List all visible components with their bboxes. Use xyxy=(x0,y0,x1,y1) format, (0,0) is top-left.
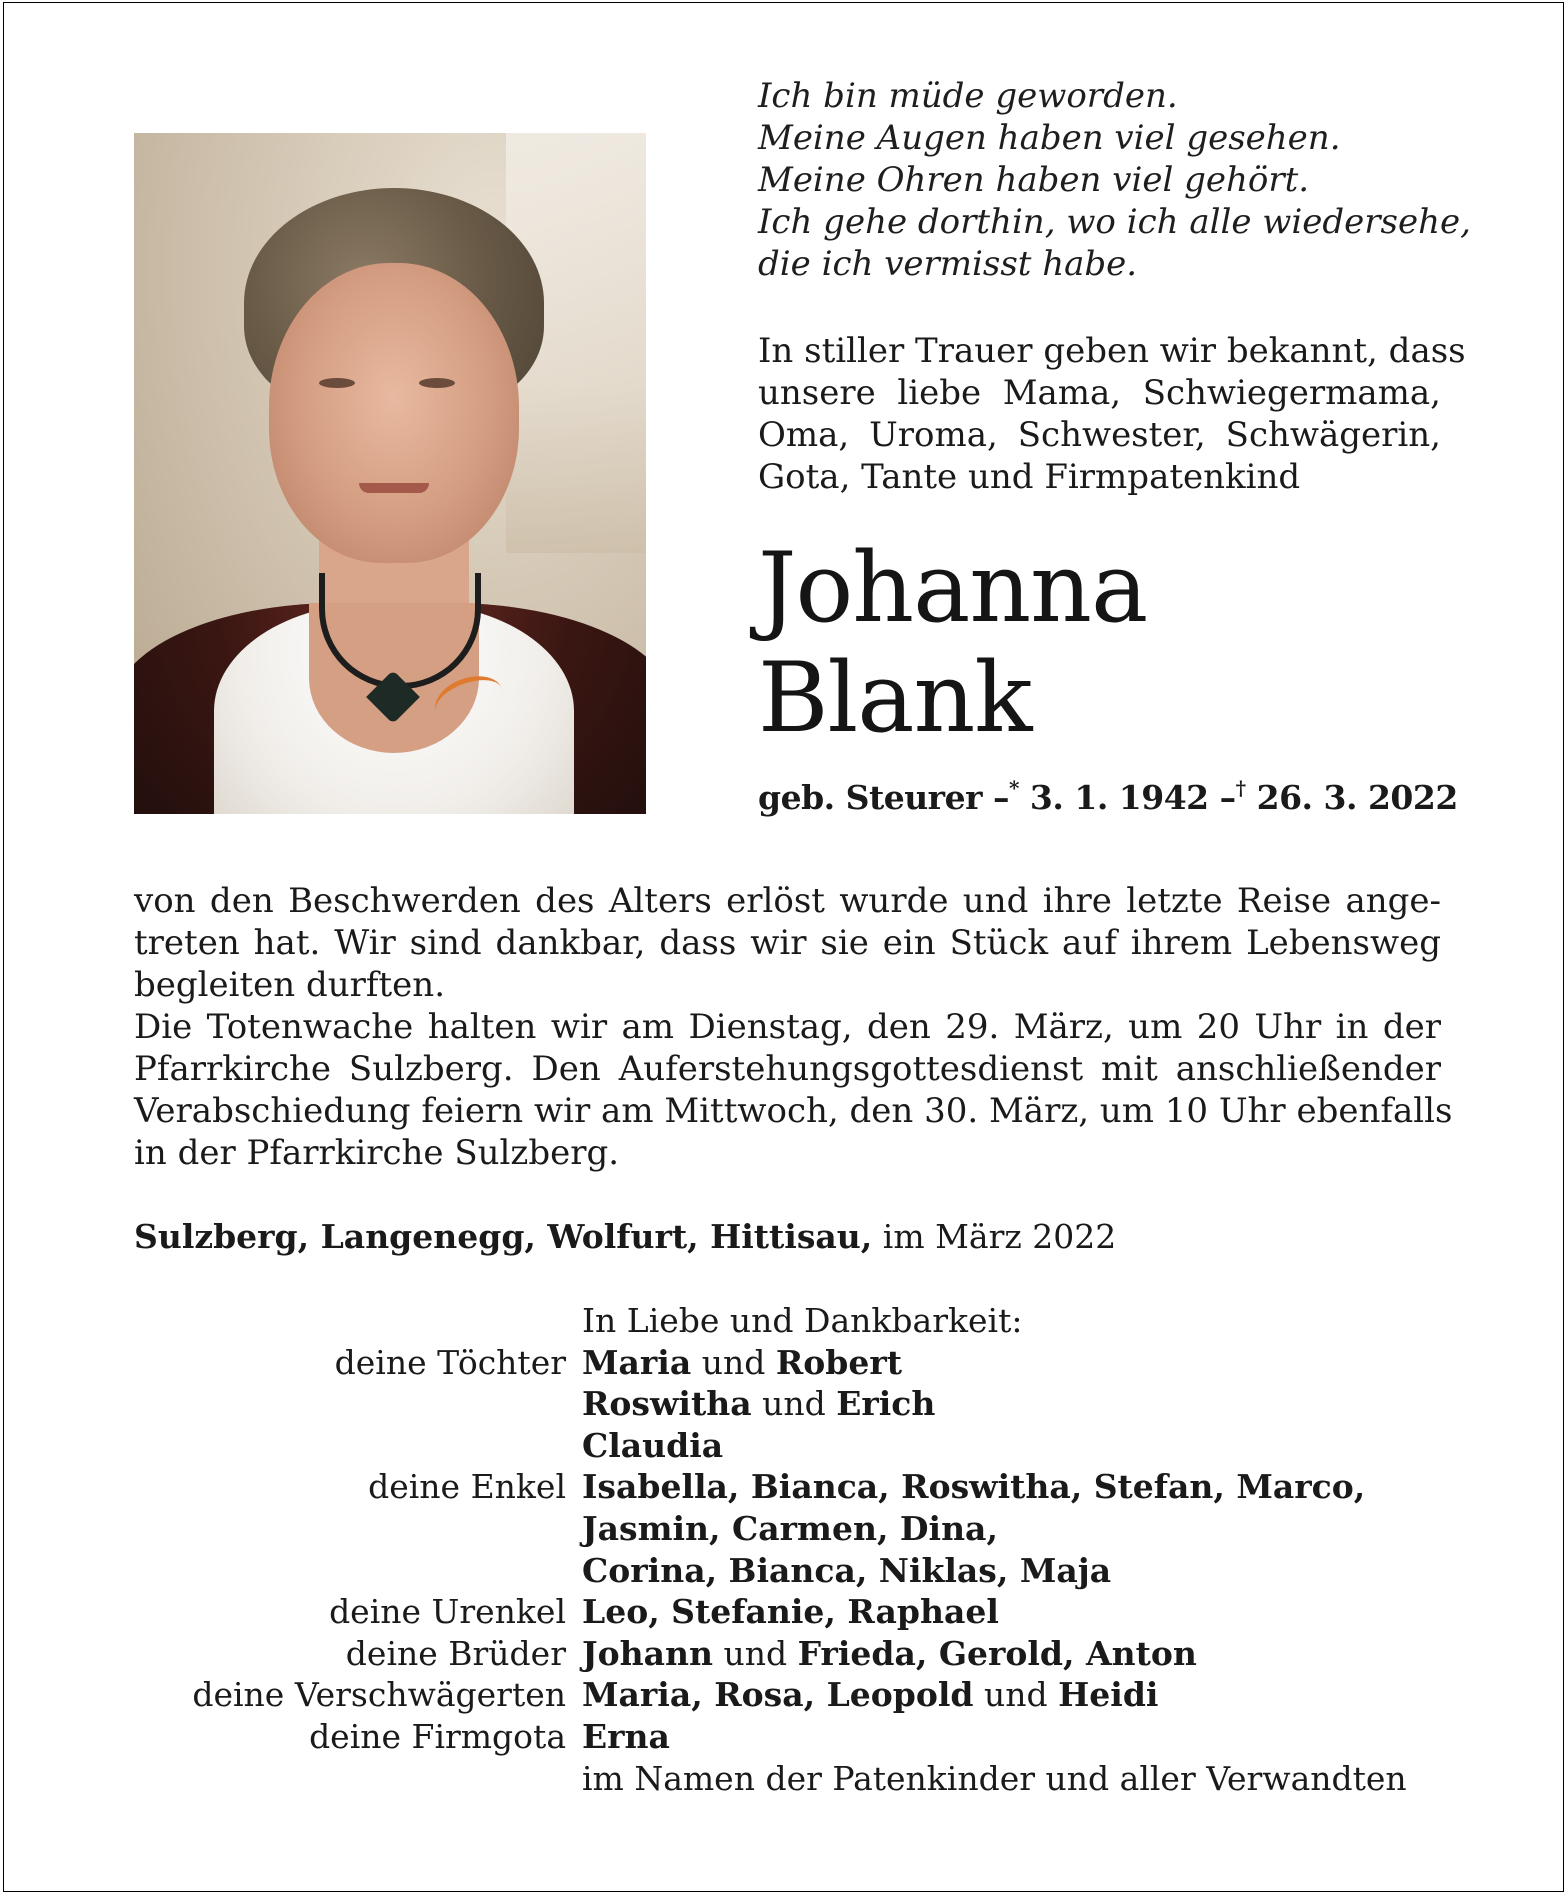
death-cross-icon: † xyxy=(1235,776,1246,800)
relation-label xyxy=(134,1758,582,1800)
relative-name: Erna xyxy=(582,1716,670,1756)
relative-names xyxy=(582,1550,1441,1592)
obituary-notice xyxy=(3,2,1564,1892)
deceased-name xyxy=(758,533,1458,753)
body-line: Pfarrkirche Sulzberg. Den Auferstehungsgottesdienst mit anschließender xyxy=(134,1049,1441,1089)
last-name: Blank xyxy=(758,642,1032,754)
family-row xyxy=(134,1425,1441,1467)
relative-names xyxy=(582,1716,1441,1758)
relative-name: Robert xyxy=(775,1342,902,1382)
relation-label: deine Töchter xyxy=(334,1342,566,1382)
poem-line: Ich gehe dorthin, wo ich alle wiedersehe, xyxy=(758,202,1471,242)
dash: – xyxy=(1219,778,1236,817)
relative-name: Isabella, Bianca, Roswitha, Stefan, Marco, xyxy=(582,1467,1366,1507)
dash: – xyxy=(992,778,1009,817)
relation-label: deine Urenkel xyxy=(329,1592,566,1632)
family-row xyxy=(134,1674,1441,1716)
intro-line: unsere liebe Mama, Schwiegermama, xyxy=(758,373,1441,413)
connector-text: und xyxy=(691,1342,776,1382)
relative-names xyxy=(582,1466,1441,1508)
family-row xyxy=(134,1591,1441,1633)
relation-label: deine Enkel xyxy=(368,1467,566,1507)
family-list xyxy=(134,1300,1441,1799)
maiden-name: geb. Steurer xyxy=(758,778,982,817)
relative-name: Frieda, Gerold, Anton xyxy=(797,1633,1197,1673)
relative-name: Leo, Stefanie, Raphael xyxy=(582,1592,999,1632)
relative-names xyxy=(582,1758,1441,1800)
relative-name: Corina, Bianca, Niklas, Maja xyxy=(582,1550,1112,1590)
birth-date: 3. 1. 1942 xyxy=(1029,778,1209,817)
family-row xyxy=(134,1508,1441,1550)
notice-date: im März 2022 xyxy=(882,1217,1117,1256)
intro-line: Gota, Tante und Firmpatenkind xyxy=(758,457,1301,497)
relative-names xyxy=(582,1383,1441,1425)
poem xyxy=(758,75,1471,285)
body-line: begleiten durften. xyxy=(134,965,445,1005)
body-line: von den Beschwerden des Alters erlöst wurde und ihre letzte Reise ange- xyxy=(134,881,1441,921)
relation-label xyxy=(134,1425,582,1467)
family-row xyxy=(134,1758,1441,1800)
portrait-photo xyxy=(134,133,646,814)
relation-label xyxy=(134,1550,582,1592)
relative-names xyxy=(582,1633,1441,1675)
birth-star-icon: * xyxy=(1008,776,1019,800)
connector-text: und xyxy=(751,1384,837,1424)
relative-name: Erich xyxy=(836,1384,936,1424)
relative-name: Heidi xyxy=(1058,1675,1159,1715)
family-row xyxy=(134,1633,1441,1675)
relative-name: Jasmin, Carmen, Dina, xyxy=(582,1508,998,1548)
life-dates xyxy=(758,776,1458,817)
family-row xyxy=(134,1466,1441,1508)
family-row xyxy=(134,1383,1441,1425)
relative-name: Johann xyxy=(582,1633,713,1673)
relative-name: Roswitha xyxy=(582,1384,752,1424)
death-date: 26. 3. 2022 xyxy=(1256,778,1458,817)
body-line: in der Pfarrkirche Sulzberg. xyxy=(134,1133,620,1173)
family-row xyxy=(134,1550,1441,1592)
relative-name: Claudia xyxy=(582,1425,724,1465)
poem-line: die ich vermisst habe. xyxy=(758,244,1138,284)
relative-names xyxy=(582,1508,1441,1550)
relative-names xyxy=(582,1425,1441,1467)
body-line: Verabschiedung feiern wir am Mittwoch, den 30. März, um 10 Uhr ebenfalls xyxy=(134,1091,1453,1131)
poem-line: Meine Ohren haben viel gehört. xyxy=(758,160,1310,200)
family-row xyxy=(134,1716,1441,1758)
poem-line: Meine Augen haben viel gesehen. xyxy=(758,118,1341,158)
intro-line: Oma, Uroma, Schwester, Schwägerin, xyxy=(758,415,1441,455)
relative-name: Maria xyxy=(582,1342,692,1382)
intro-line: In stiller Trauer geben wir bekannt, dass xyxy=(758,331,1466,371)
intro-text xyxy=(758,330,1466,498)
first-name: Johanna xyxy=(758,532,1148,644)
poem-line: Ich bin müde geworden. xyxy=(758,76,1178,116)
place-and-date xyxy=(134,1216,1441,1258)
relative-names xyxy=(582,1674,1441,1716)
family-row xyxy=(134,1342,1441,1384)
relative-names xyxy=(582,1342,1441,1384)
connector-text: und xyxy=(973,1675,1059,1715)
body-line: treten hat. Wir sind dankbar, dass wir sie ein Stück auf ihrem Lebensweg xyxy=(134,923,1441,963)
family-header-row xyxy=(134,1300,1441,1342)
connector-text: und xyxy=(713,1633,798,1673)
relative-names xyxy=(582,1591,1441,1633)
relation-label: deine Firmgota xyxy=(309,1716,566,1756)
place-names: Sulzberg, Langenegg, Wolfurt, Hittisau, xyxy=(134,1217,873,1256)
body-text xyxy=(134,880,1453,1174)
family-header: In Liebe und Dankbarkeit: xyxy=(582,1301,1023,1340)
relation-label xyxy=(134,1508,582,1550)
relation-label: deine Brüder xyxy=(345,1633,566,1673)
body-line: Die Totenwache halten wir am Dienstag, den 29. März, um 20 Uhr in der xyxy=(134,1007,1441,1047)
connector-text: im Namen der Patenkinder und aller Verwandten xyxy=(582,1758,1407,1798)
relation-label: deine Verschwägerten xyxy=(192,1675,566,1715)
relative-name: Maria, Rosa, Leopold xyxy=(582,1675,974,1715)
relation-label xyxy=(134,1383,582,1425)
